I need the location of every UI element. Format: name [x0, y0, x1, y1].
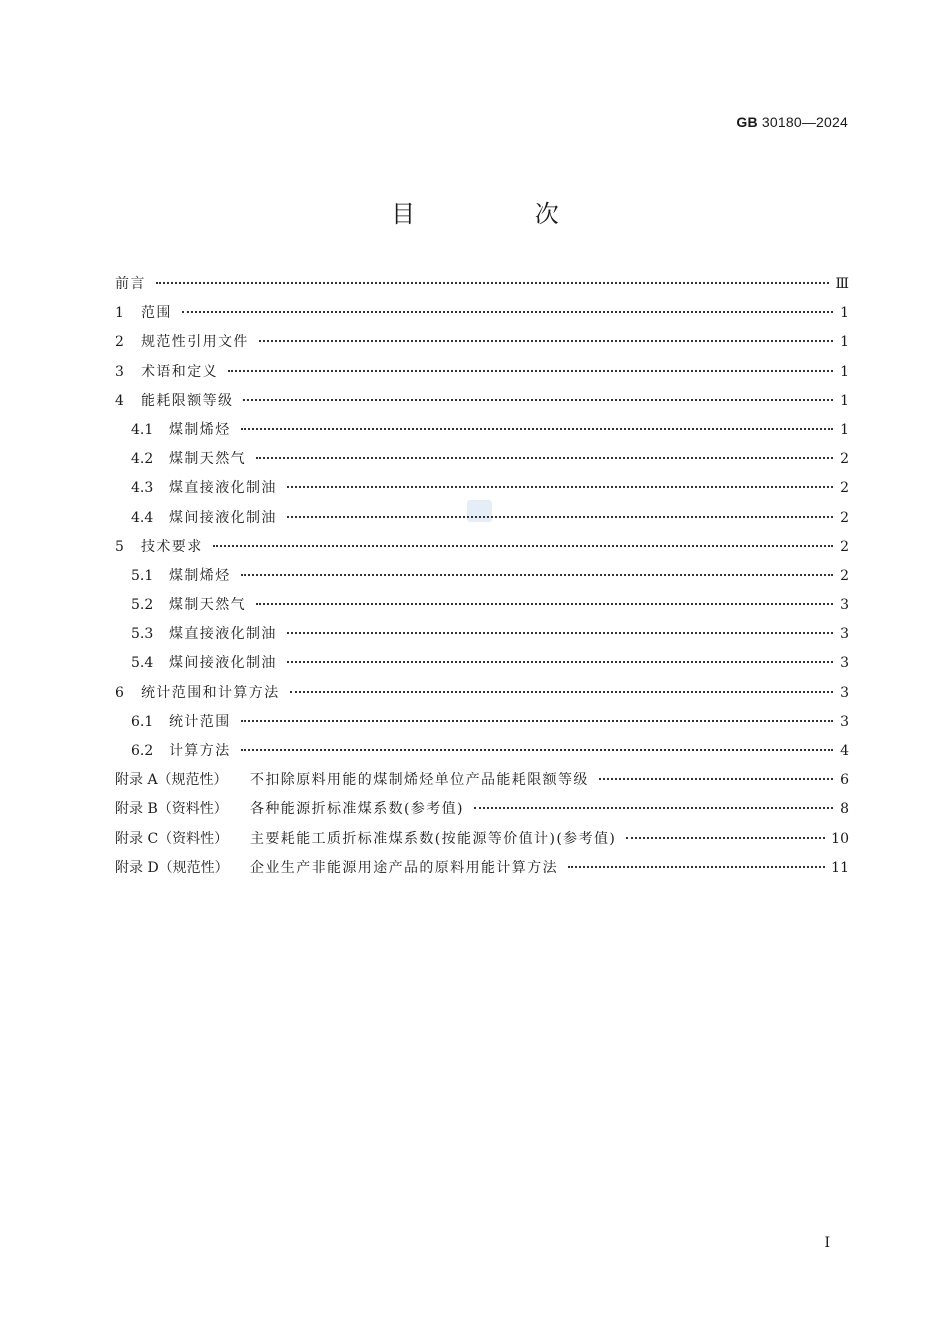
toc-entry-label: 技术要求	[141, 538, 203, 555]
standard-number: 30180—2024	[761, 114, 848, 130]
toc-entry-page: 1	[840, 392, 849, 409]
document-code	[736, 114, 848, 130]
toc-entry[interactable]	[115, 562, 849, 591]
page-title: 目 次	[391, 200, 615, 228]
toc-leader-dots	[256, 457, 833, 459]
toc-entry-label: 煤直接液化制油	[169, 480, 277, 497]
toc-entry-page: 1	[840, 421, 849, 438]
toc-entry-number: 6.2	[131, 743, 154, 759]
toc-entry-label: 煤制天然气	[169, 597, 246, 614]
toc-entry-label: 煤制烯烃	[169, 421, 231, 438]
toc-entry[interactable]	[115, 825, 849, 854]
toc-entry[interactable]	[115, 358, 849, 387]
toc-entry-number: 1	[115, 305, 124, 322]
toc-entry-page: 2	[840, 567, 849, 584]
toc-entry-page: 4	[840, 743, 849, 759]
toc-entry-label: 统计范围和计算方法	[141, 684, 280, 701]
toc-entry[interactable]	[115, 708, 849, 737]
toc-entry[interactable]	[115, 795, 849, 824]
toc-entry-number: 6.1	[131, 713, 154, 730]
toc-entry-number: 4.1	[131, 421, 154, 438]
toc-leader-dots	[599, 778, 833, 780]
toc-entry-number: 5	[115, 538, 124, 555]
toc-leader-dots	[287, 516, 833, 518]
table-of-contents	[115, 270, 849, 883]
toc-entry[interactable]	[115, 649, 849, 678]
toc-entry[interactable]	[115, 445, 849, 474]
toc-leader-dots	[156, 282, 830, 284]
standard-prefix: GB	[736, 114, 758, 130]
toc-entry-page: 2	[840, 451, 849, 468]
toc-entry-page: 3	[840, 713, 849, 730]
toc-entry-page: 2	[840, 538, 849, 555]
toc-entry-page: 3	[840, 655, 849, 672]
page-number: I	[824, 1235, 830, 1251]
toc-entry-number: 5.2	[131, 597, 154, 614]
toc-entry-number: 4.4	[131, 509, 154, 526]
toc-entry-label: 煤制烯烃	[169, 567, 231, 584]
toc-entry-number: 5.3	[131, 626, 154, 643]
toc-entry-page: Ⅲ	[835, 276, 849, 292]
toc-entry[interactable]	[115, 270, 849, 299]
toc-entry[interactable]	[115, 504, 849, 533]
toc-leader-dots	[259, 340, 833, 342]
toc-entry-label: 企业生产非能源用途产品的原料用能计算方法	[250, 859, 558, 876]
toc-entry[interactable]	[115, 328, 849, 357]
toc-leader-dots	[241, 720, 833, 722]
toc-entry[interactable]	[115, 620, 849, 649]
toc-entry-page: 3	[840, 597, 849, 614]
toc-entry-page: 11	[831, 859, 849, 876]
toc-entry[interactable]	[115, 533, 849, 562]
toc-entry-page: 8	[840, 801, 849, 818]
toc-leader-dots	[241, 574, 833, 576]
toc-entry[interactable]	[115, 387, 849, 416]
toc-entry-label: 能耗限额等级	[141, 392, 234, 409]
toc-leader-dots	[287, 632, 833, 634]
toc-entry-number: 2	[115, 334, 124, 351]
toc-leader-dots	[287, 661, 833, 663]
toc-leader-dots	[213, 545, 833, 547]
toc-entry-page: 10	[831, 830, 849, 847]
toc-entry-label: 统计范围	[169, 713, 231, 730]
toc-entry-number: 3	[115, 363, 124, 380]
toc-entry-page: 1	[840, 334, 849, 351]
toc-entry-label: 不扣除原料用能的煤制烯烃单位产品能耗限额等级	[250, 772, 589, 789]
toc-entry[interactable]	[115, 679, 849, 708]
toc-leader-dots	[228, 370, 833, 372]
toc-entry[interactable]	[115, 591, 849, 620]
toc-entry-label: 煤间接液化制油	[169, 509, 277, 526]
toc-entry-label: 煤间接液化制油	[169, 655, 277, 672]
toc-entry-page: 2	[840, 509, 849, 526]
toc-entry[interactable]	[115, 854, 849, 883]
toc-entry-label: 煤制天然气	[169, 451, 246, 468]
toc-entry[interactable]	[115, 416, 849, 445]
toc-leader-dots	[287, 486, 833, 488]
toc-entry[interactable]	[115, 766, 849, 795]
toc-leader-dots	[241, 749, 833, 751]
toc-entry-number: 5.1	[131, 567, 154, 584]
toc-leader-dots	[241, 428, 833, 430]
toc-entry-number: 5.4	[131, 655, 154, 672]
toc-entry-number: 6	[115, 684, 124, 701]
toc-entry-number: 附录 D（规范性）	[115, 859, 229, 876]
toc-entry-number: 附录 B（资料性）	[115, 801, 228, 818]
toc-entry-page: 1	[840, 363, 849, 380]
toc-leader-dots	[626, 837, 825, 839]
toc-entry[interactable]	[115, 737, 849, 766]
toc-leader-dots	[243, 399, 833, 401]
toc-entry-number: 4.2	[131, 451, 154, 468]
toc-entry[interactable]	[115, 299, 849, 328]
toc-entry-label: 各种能源折标准煤系数(参考值)	[250, 801, 464, 818]
toc-entry-page: 3	[840, 684, 849, 701]
toc-entry-label: 范围	[141, 305, 172, 322]
toc-entry-label: 前言	[115, 276, 146, 292]
toc-entry-number: 4	[115, 392, 124, 409]
toc-leader-dots	[182, 311, 833, 313]
toc-entry-number: 附录 A（规范性）	[115, 772, 228, 789]
toc-entry-page: 2	[840, 480, 849, 497]
toc-entry-label: 术语和定义	[141, 363, 218, 380]
toc-entry-page: 3	[840, 626, 849, 643]
toc-leader-dots	[290, 691, 833, 693]
toc-entry-label: 主要耗能工质折标准煤系数(按能源等价值计)(参考值)	[250, 830, 617, 847]
toc-entry-label: 煤直接液化制油	[169, 626, 277, 643]
toc-entry-label: 规范性引用文件	[141, 334, 249, 351]
toc-leader-dots	[256, 603, 833, 605]
toc-entry-label: 计算方法	[169, 743, 231, 759]
toc-entry-page: 1	[840, 305, 849, 322]
toc-entry-number: 4.3	[131, 480, 154, 497]
toc-leader-dots	[568, 866, 825, 868]
toc-entry-number: 附录 C（资料性）	[115, 830, 229, 847]
toc-entry[interactable]	[115, 474, 849, 503]
toc-leader-dots	[474, 807, 833, 809]
toc-entry-page: 6	[840, 772, 849, 789]
